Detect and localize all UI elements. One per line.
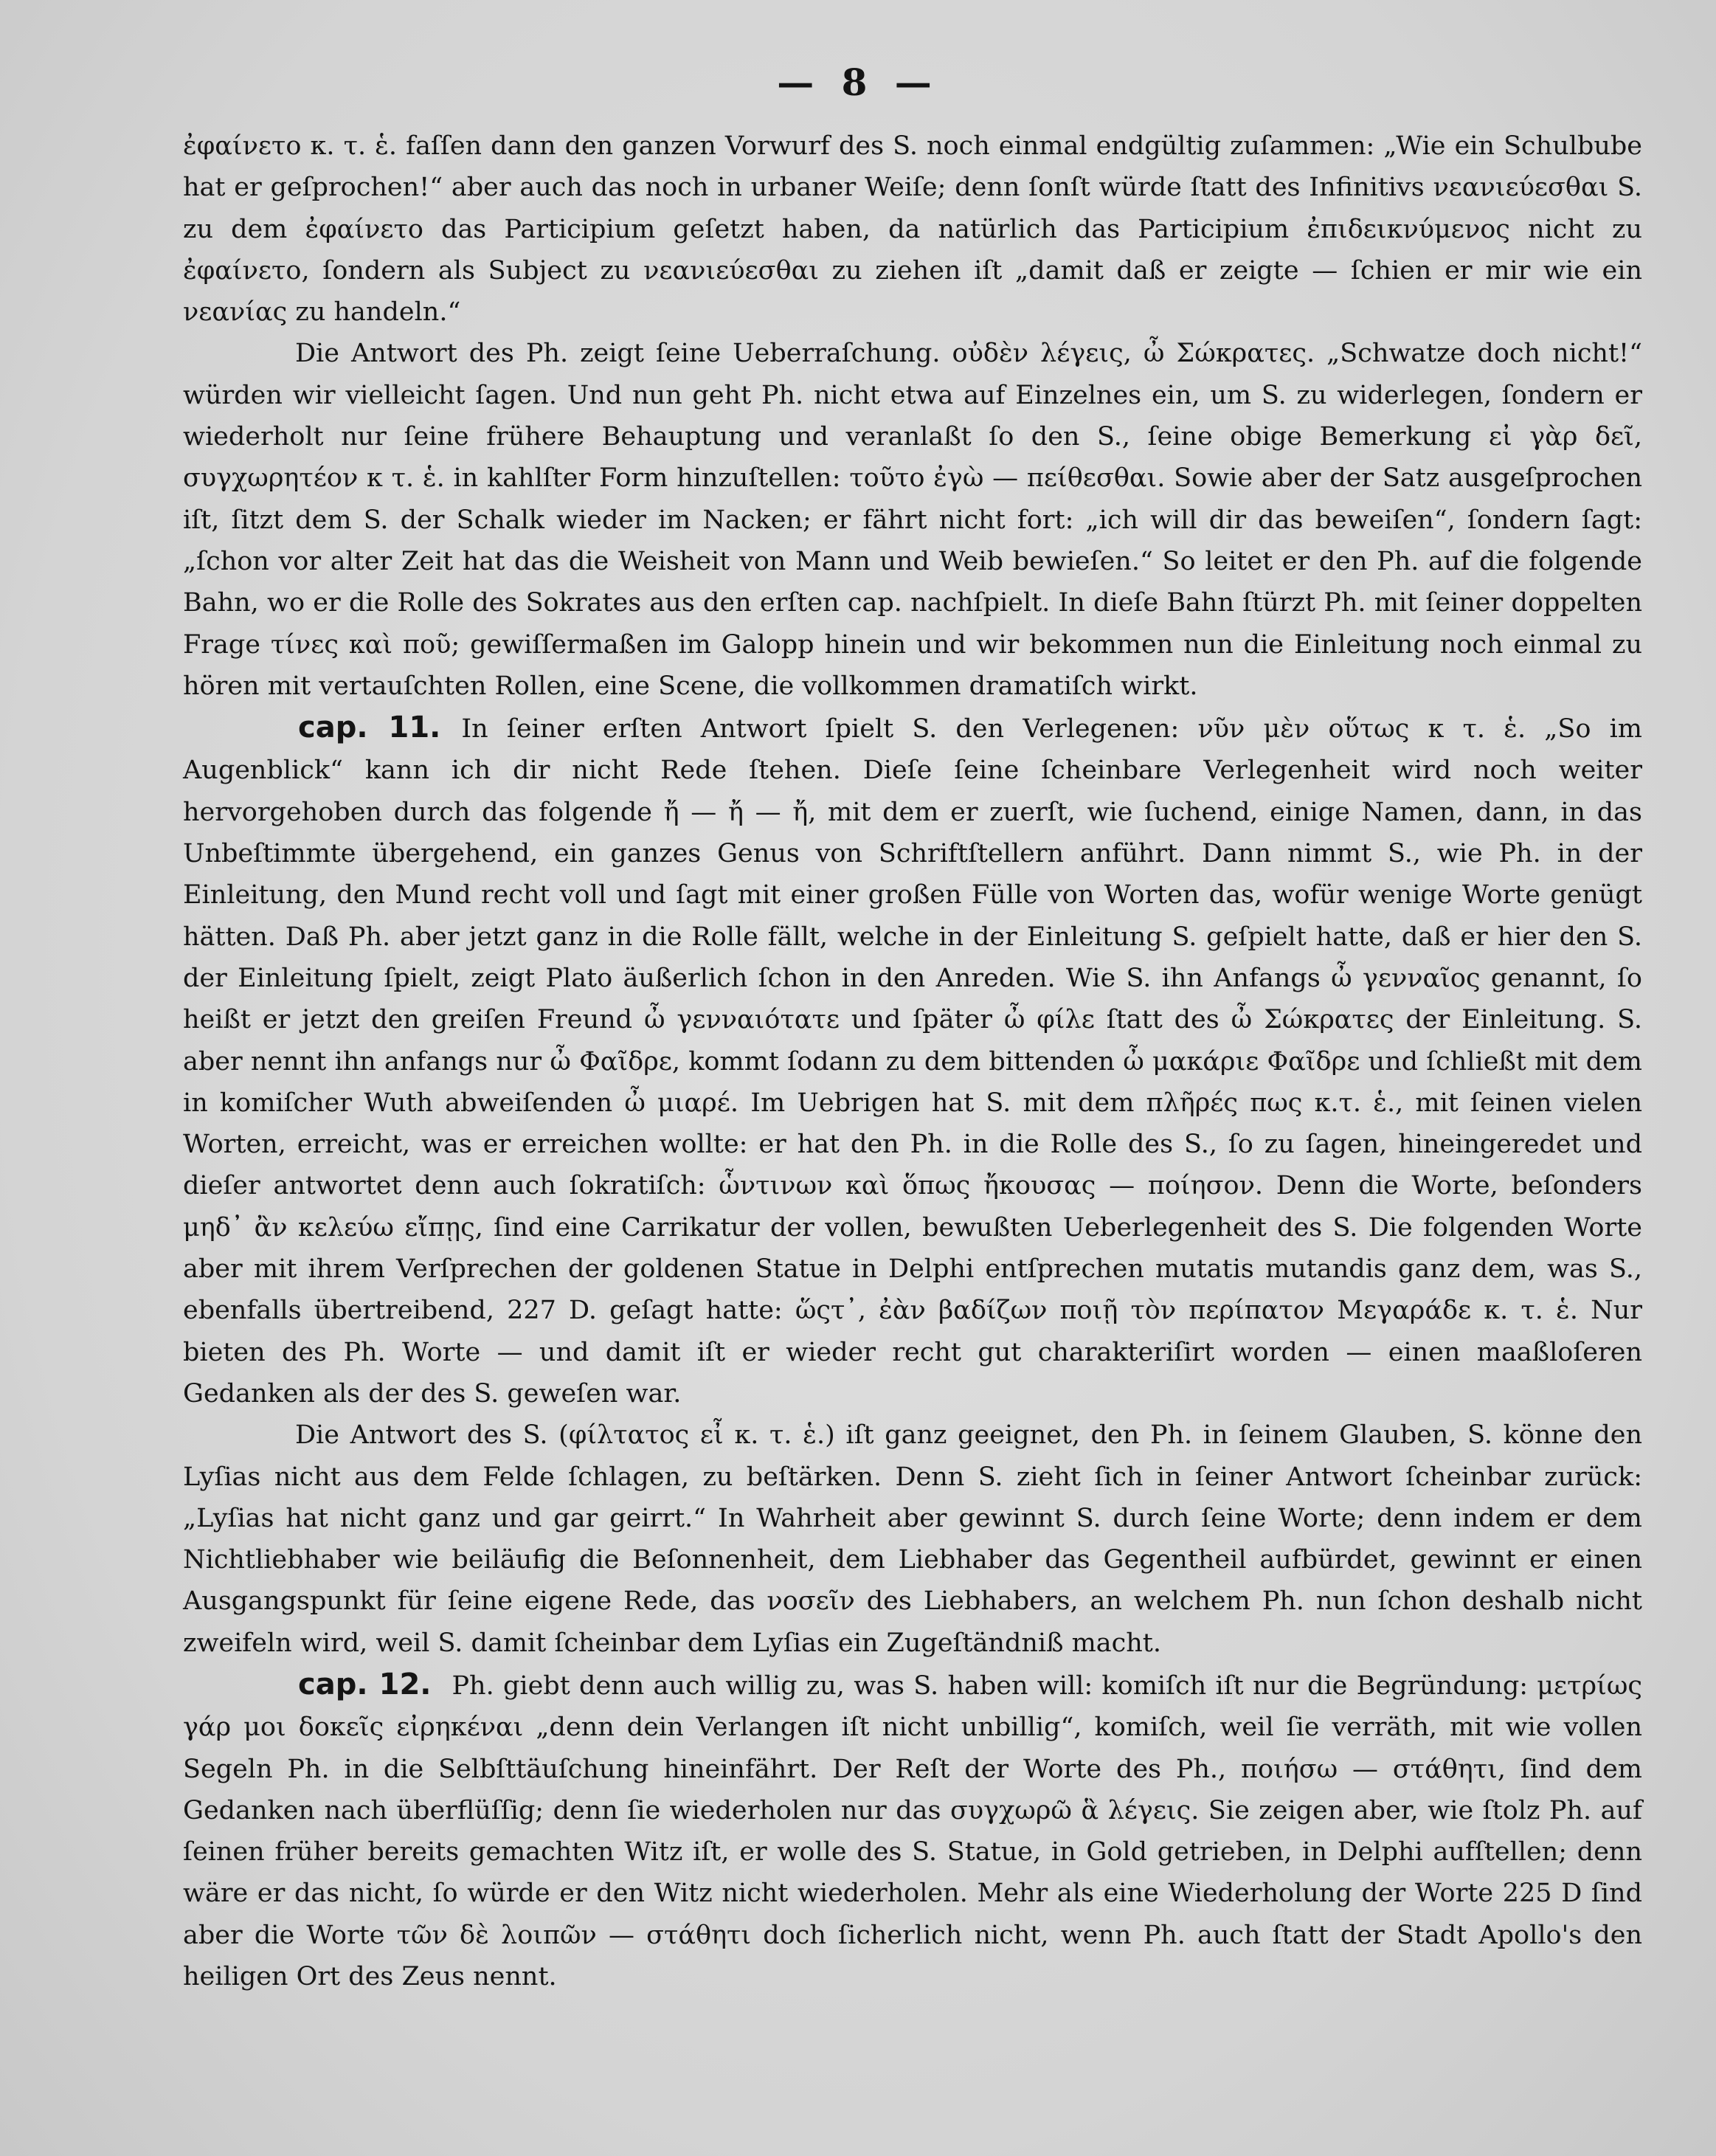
chapter-label-12: cap. 12. (298, 1667, 432, 1701)
paragraph-cap-11 (183, 707, 1642, 1414)
paragraph-4-text: Die Antwort des S. (φίλτατος εἶ κ. τ. ἑ.) iſt ganz geeignet, den Ph. in ſeinem Glauben, S. könne den Lyſias nicht aus dem Felde ſchlagen, zu beſtärken. Denn S. zieht ſich in ſeiner Antwort ſcheinbar zurück: „Lyſias hat nicht ganz und gar geirrt.“ In Wahrheit aber gewinnt S. durch ſeine Worte; denn indem er dem Nichtliebhaber wie beiläufig die Beſonnenheit, dem Liebhaber das Gegentheil aufbürdet, gewinnt er einen Ausgangspunkt für ſeine eigene Rede, das νοσεῖν des Liebhabers, an welchem Ph. nun ſchon deshalb nicht zweifeln wird, weil S. damit ſcheinbar dem Lyſias ein Zugeſtändniß macht. (183, 1420, 1642, 1658)
chapter-label-11: cap. 11. (298, 711, 441, 745)
page-number: — 8 — (777, 61, 939, 104)
paragraph-2 (183, 333, 1642, 707)
paragraph-2-text: Die Antwort des Ph. zeigt ſeine Ueberraſchung. οὐδὲν λέγεις, ὦ Σώκρατες. „Schwatze doch nicht!“ würden wir vielleicht ſagen. Und nun geht Ph. nicht etwa auf Einzelnes ein, um S. zu widerlegen, ſondern er wiederholt nur ſeine frühere Behauptung und veranlaßt ſo den S., ſeine obige Bemerkung εἰ γὰρ δεῖ, συγχωρητέον κ τ. ἑ. in kahlſter Form hinzuſtellen: τοῦτο ἐγὼ — πείθεσθαι. Sowie aber der Satz ausgeſprochen iſt, ſitzt dem S. der Schalk wieder im Nacken; er fährt nicht fort: „ich will dir das beweiſen“, ſondern ſagt: „ſchon vor alter Zeit hat das die Weisheit von Mann und Weib bewieſen.“ So leitet er den Ph. auf die folgende Bahn, wo er die Rolle des Sokrates aus den erſten cap. nachſpielt. In dieſe Bahn ſtürzt Ph. mit ſeiner doppelten Frage τίνες καὶ ποῦ; gewiſſermaßen im Galopp hinein und wir bekommen nun die Einleitung noch einmal zu hören mit vertauſchten Rollen, eine Scene, die vollkommen dramatiſch wirkt. (183, 339, 1642, 701)
body-text (183, 125, 1642, 1997)
paragraph-1 (183, 125, 1642, 333)
paragraph-cap-11-text: In ſeiner erſten Antwort ſpielt S. den Verlegenen: νῦν μὲν οὕτως κ τ. ἑ. „So im Augenblick“ kann ich dir nicht Rede ſtehen. Dieſe ſeine ſcheinbare Verlegenheit wird noch weiter hervorgehoben durch das folgende ἤ — ἤ — ἤ, mit dem er zuerſt, wie ſuchend, einige Namen, dann, in das Unbeſtimmte übergehend, ein ganzes Genus von Schriftſtellern anführt. Dann nimmt S., wie Ph. in der Einleitung, den Mund recht voll und ſagt mit einer großen Fülle von Worten das, wofür wenige Worte genügt hätten. Daß Ph. aber jetzt ganz in die Rolle fällt, welche in der Einleitung S. geſpielt hatte, daß er hier den S. der Einleitung ſpielt, zeigt Plato äußerlich ſchon in den Anreden. Wie S. ihn Anfangs ὦ γενναῖος genannt, ſo heißt er jetzt den greiſen Freund ὦ γενναιότατε und ſpäter ὦ φίλε ſtatt des ὦ Σώκρατες der Einleitung. S. aber nennt ihn anfangs nur ὦ Φαῖδρε, kommt ſodann zu dem bittenden ὦ μακάριε Φαῖδρε und ſchließt mit dem in komiſcher Wuth abweiſenden ὦ μιαρέ. Im Uebrigen hat S. mit dem πλῆρές πως κ.τ. ἑ., mit ſeinen vielen Worten, erreicht, was er erreichen wollte: er hat den Ph. in die Rolle des S., ſo zu ſagen, hineingeredet und dieſer antwortet denn auch ſokratiſch: ὧντινων καὶ ὅπως ἤκουσας — ποίησον. Denn die Worte, beſonders μηδ᾽ ἂν κελεύω εἴπῃς, ſind eine Carrikatur der vollen, bewußten Ueberlegenheit des S. Die folgenden Worte aber mit ihrem Verſprechen der goldenen Statue in Delphi entſprechen mutatis mutandis ganz dem, was S., ebenfalls übertreibend, 227 D. geſagt hatte: ὥςτ᾽, ἐὰν βαδίζων ποιῇ τὸν περίπατον Μεγαράδε κ. τ. ἑ. Nur bieten des Ph. Worte — und damit iſt er wieder recht gut charakteriſirt worden — einen maaßloſeren Gedanken als der des S. geweſen war. (183, 714, 1642, 1409)
paragraph-cap-12-text: Ph. giebt denn auch willig zu, was S. haben will: komiſch iſt nur die Begründung: μετρίως γάρ μοι δοκεῖς εἰρηκέναι „denn dein Verlangen iſt nicht unbillig“, komiſch, weil ſie verräth, mit wie vollen Segeln Ph. in die Selbſttäuſchung hineinfährt. Der Reſt der Worte des Ph., ποιήσω — στάθητι, ſind dem Gedanken nach überflüſſig; denn ſie wiederholen nur das συγχωρῶ ἃ λέγεις. Sie zeigen aber, wie ſtolz Ph. auf ſeinen früher bereits gemachten Witz iſt, er wolle des S. Statue, in Gold getrieben, in Delphi aufſtellen; denn wäre er das nicht, ſo würde er den Witz nicht wiederholen. Mehr als eine Wiederholung der Worte 225 D ſind aber die Worte τῶν δὲ λοιπῶν — στάθητι doch ſicherlich nicht, wenn Ph. auch ſtatt der Stadt Apollo's den heiligen Ort des Zeus nennt. (183, 1670, 1642, 1992)
paragraph-cap-12 (183, 1664, 1642, 1997)
paragraph-1-text: ἐφαίνετο κ. τ. ἑ. faſſen dann den ganzen Vorwurf des S. noch einmal endgültig zuſammen: „Wie ein Schulbube hat er geſprochen!“ aber auch das noch in urbaner Weiſe; denn ſonſt würde ſtatt des Infinitivs νεανιεύεσθαι S. zu dem ἐφαίνετο das Participium geſetzt haben, da natürlich das Participium ἐπιδεικνύμενος nicht zu ἐφαίνετο, ſondern als Subject zu νεανιεύεσθαι zu ziehen iſt „damit daß er zeigte — ſchien er mir wie ein νεανίας zu handeln.“ (183, 131, 1642, 328)
paragraph-4 (183, 1414, 1642, 1664)
